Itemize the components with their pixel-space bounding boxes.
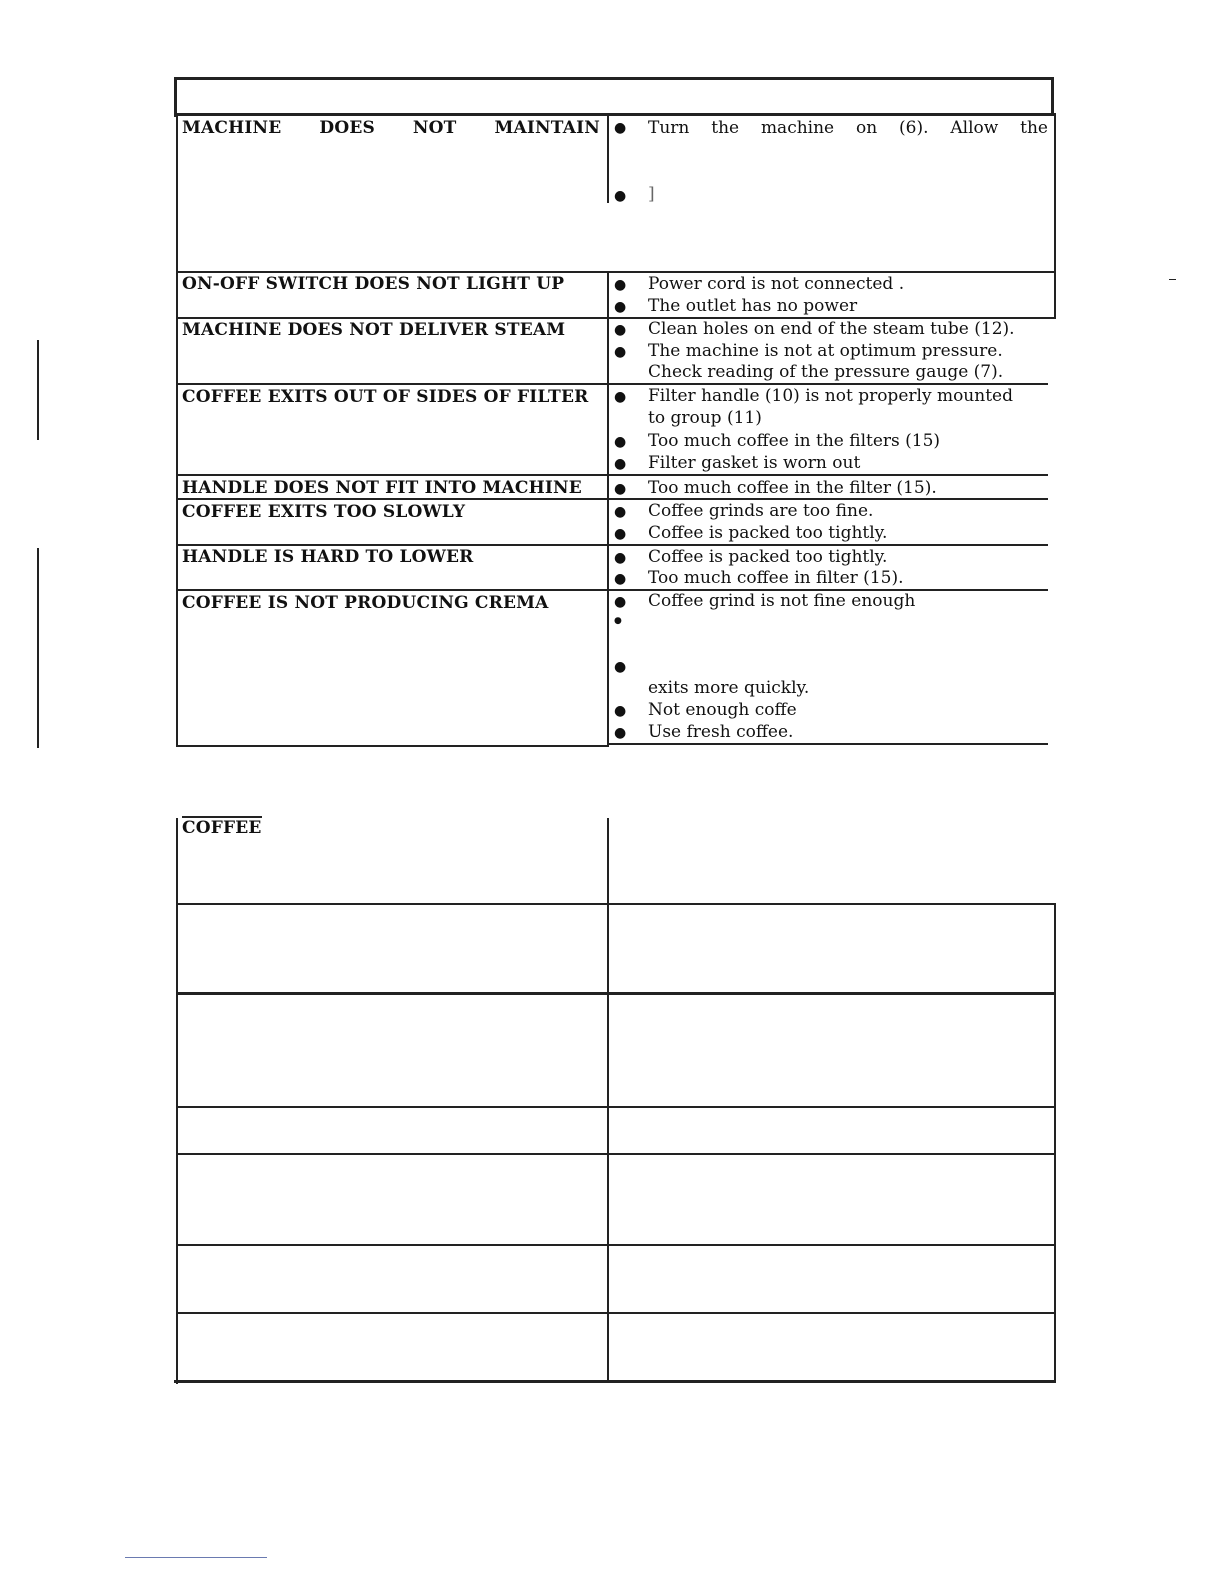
- table-right-border-row2: [1054, 271, 1056, 317]
- bullet-icon: ●: [614, 703, 627, 719]
- scan-mark-right: [1169, 279, 1176, 280]
- solution-text: Power cord is not connected .: [648, 274, 905, 294]
- bullet-icon: ●: [614, 616, 622, 626]
- problem-word: MAINTAIN: [494, 118, 600, 138]
- problem-word: DOES: [319, 118, 375, 138]
- lower-table-bottom-border: [174, 1380, 1056, 1383]
- problem-word: NOT: [412, 118, 457, 138]
- solution-text: ]: [648, 184, 655, 204]
- lower-row-divider-3: [176, 1106, 1056, 1108]
- solution-text: Too much coffee in the filters (15): [648, 431, 941, 451]
- lower-row-divider-2: [176, 992, 1056, 995]
- bullet-icon: ●: [614, 725, 627, 741]
- row-divider-6: [176, 544, 1048, 546]
- table-top-border: [174, 77, 1054, 80]
- problem-machine-does-not-maintain: [182, 118, 600, 138]
- row-divider-7: [176, 589, 1048, 591]
- scan-mark-left-1: [37, 340, 39, 440]
- row-divider-5: [176, 498, 1048, 500]
- bullet-icon: ●: [614, 434, 627, 450]
- solution-word: on: [855, 118, 878, 138]
- solution-text: Not enough coffe: [648, 700, 797, 720]
- solution-text: Clean holes on end of the steam tube (12).: [648, 319, 1015, 339]
- solution-text: Filter gasket is worn out: [648, 453, 861, 473]
- row-divider-4: [176, 474, 1048, 476]
- bullet-icon: ●: [614, 299, 627, 315]
- table-left-border: [176, 113, 178, 747]
- scan-mark-bottom: [125, 1557, 267, 1558]
- table-right-border-top: [1051, 77, 1054, 115]
- lower-row-divider-4: [176, 1153, 1056, 1155]
- bullet-icon: ●: [614, 344, 627, 360]
- row-divider-1: [176, 271, 1056, 273]
- table-right-border-row1: [1054, 113, 1056, 273]
- row-divider-3: [176, 383, 1048, 385]
- row-divider-8-right: [608, 743, 1048, 745]
- solution-text: Coffee grind is not fine enough: [648, 591, 916, 611]
- solution-text: to group (11): [648, 408, 762, 428]
- solution-text: Coffee is packed too tightly.: [648, 523, 888, 543]
- scan-mark-left-2: [37, 548, 39, 748]
- lower-table-right-border: [1054, 903, 1056, 1383]
- solution-text: Too much coffee in filter (15).: [648, 568, 904, 588]
- bullet-icon: ●: [614, 120, 627, 136]
- problem-handle-does-not-fit: HANDLE DOES NOT FIT INTO MACHINE: [182, 478, 582, 498]
- problem-handle-hard-to-lower: HANDLE IS HARD TO LOWER: [182, 547, 474, 567]
- bullet-icon: ●: [614, 277, 627, 293]
- bullet-icon: ●: [614, 504, 627, 520]
- solution-word: the: [1020, 118, 1048, 138]
- solution-text: Coffee is packed too tightly.: [648, 547, 888, 567]
- lower-row-divider-5: [176, 1244, 1056, 1246]
- problem-word: MACHINE: [182, 118, 282, 138]
- solution-text: [648, 118, 1048, 138]
- header-row-divider: [174, 113, 1054, 116]
- solution-text: Check reading of the pressure gauge (7).: [648, 362, 1004, 382]
- solution-text: Filter handle (10) is not properly mounted: [648, 386, 1013, 406]
- solution-text: Too much coffee in the filter (15).: [648, 478, 937, 498]
- column-divider-main: [607, 271, 609, 747]
- column-divider-row1: [607, 113, 609, 203]
- bullet-icon: ●: [614, 659, 627, 675]
- problem-coffee-exits-sides: COFFEE EXITS OUT OF SIDES OF FILTER: [182, 387, 589, 407]
- solution-word: Allow: [950, 118, 999, 138]
- bullet-icon: ●: [614, 456, 627, 472]
- solution-text: Use fresh coffee.: [648, 722, 794, 742]
- solution-text: exits more quickly.: [648, 678, 810, 698]
- bullet-icon: ●: [614, 188, 627, 204]
- solution-text: Coffee grinds are too fine.: [648, 501, 874, 521]
- solution-word: Turn: [648, 118, 690, 138]
- solution-word: the: [711, 118, 740, 138]
- bullet-icon: ●: [614, 322, 627, 338]
- solution-word: (6).: [899, 118, 929, 138]
- problem-coffee: COFFEE: [182, 818, 262, 838]
- bullet-icon: ●: [614, 594, 627, 610]
- table-left-border-top: [174, 77, 177, 117]
- bullet-icon: ●: [614, 389, 627, 405]
- problem-coffee-exits-slowly: COFFEE EXITS TOO SLOWLY: [182, 502, 466, 522]
- lower-row-divider-1: [176, 903, 1056, 905]
- bullet-icon: ●: [614, 571, 627, 587]
- solution-text: The machine is not at optimum pressure.: [648, 341, 1003, 361]
- problem-no-crema: COFFEE IS NOT PRODUCING CREMA: [182, 593, 549, 613]
- bullet-icon: ●: [614, 481, 627, 497]
- bullet-icon: ●: [614, 550, 627, 566]
- solution-word: machine: [760, 118, 835, 138]
- row-divider-8-left: [176, 745, 608, 747]
- problem-on-off-switch: ON-OFF SWITCH DOES NOT LIGHT UP: [182, 274, 565, 294]
- bullet-icon: ●: [614, 526, 627, 542]
- lower-row-divider-6: [176, 1312, 1056, 1314]
- solution-text: The outlet has no power: [648, 296, 858, 316]
- problem-no-steam: MACHINE DOES NOT DELIVER STEAM: [182, 320, 566, 340]
